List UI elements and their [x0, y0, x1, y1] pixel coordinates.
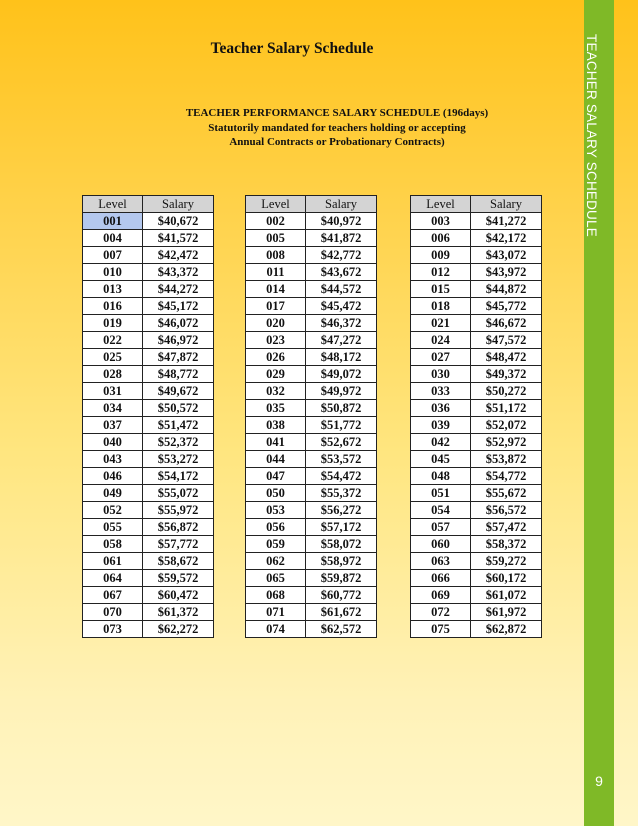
table-row — [411, 383, 542, 400]
salary-cell[interactable]: $56,572 — [471, 502, 542, 519]
level-cell[interactable]: 034 — [83, 400, 143, 417]
level-cell[interactable]: 065 — [246, 570, 306, 587]
level-cell[interactable]: 043 — [83, 451, 143, 468]
level-cell[interactable]: 016 — [83, 298, 143, 315]
level-header: Level — [246, 196, 306, 213]
table-row — [411, 519, 542, 536]
level-cell[interactable]: 042 — [411, 434, 471, 451]
table-row — [246, 536, 377, 553]
table-row — [411, 502, 542, 519]
table-row — [83, 400, 214, 417]
salary-cell[interactable]: $44,572 — [306, 281, 377, 298]
table-row — [246, 417, 377, 434]
level-header: Level — [83, 196, 143, 213]
salary-cell[interactable]: $54,772 — [471, 468, 542, 485]
salary-cell[interactable]: $49,972 — [306, 383, 377, 400]
salary-table-2 — [245, 195, 377, 638]
level-cell[interactable]: 019 — [83, 315, 143, 332]
table-row — [83, 383, 214, 400]
salary-cell[interactable]: $54,172 — [143, 468, 214, 485]
salary-cell[interactable]: $58,672 — [143, 553, 214, 570]
level-cell[interactable]: 069 — [411, 587, 471, 604]
level-cell[interactable]: 067 — [83, 587, 143, 604]
salary-cell[interactable]: $48,772 — [143, 366, 214, 383]
salary-cell[interactable]: $48,172 — [306, 349, 377, 366]
salary-cell[interactable]: $61,072 — [471, 587, 542, 604]
table-row — [411, 604, 542, 621]
level-cell[interactable]: 023 — [246, 332, 306, 349]
salary-cell[interactable]: $55,972 — [143, 502, 214, 519]
level-cell[interactable]: 066 — [411, 570, 471, 587]
level-cell[interactable]: 012 — [411, 264, 471, 281]
level-cell[interactable]: 055 — [83, 519, 143, 536]
table-row — [246, 366, 377, 383]
salary-cell[interactable]: $42,172 — [471, 230, 542, 247]
salary-cell[interactable]: $54,472 — [306, 468, 377, 485]
table-row — [246, 519, 377, 536]
table-row — [83, 298, 214, 315]
table-row — [411, 366, 542, 383]
level-cell[interactable]: 062 — [246, 553, 306, 570]
salary-cell[interactable]: $47,572 — [471, 332, 542, 349]
level-cell[interactable]: 073 — [83, 621, 143, 638]
level-cell[interactable]: 049 — [83, 485, 143, 502]
salary-cell[interactable]: $43,972 — [471, 264, 542, 281]
level-cell[interactable]: 045 — [411, 451, 471, 468]
salary-cell[interactable]: $60,172 — [471, 570, 542, 587]
table-row — [246, 264, 377, 281]
level-cell[interactable]: 075 — [411, 621, 471, 638]
salary-cell[interactable]: $49,372 — [471, 366, 542, 383]
level-cell[interactable]: 051 — [411, 485, 471, 502]
table-row — [246, 502, 377, 519]
level-cell[interactable]: 004 — [83, 230, 143, 247]
salary-cell[interactable]: $46,072 — [143, 315, 214, 332]
table-row — [83, 621, 214, 638]
level-cell[interactable]: 053 — [246, 502, 306, 519]
level-cell[interactable]: 018 — [411, 298, 471, 315]
table-row — [411, 332, 542, 349]
salary-cell[interactable]: $46,372 — [306, 315, 377, 332]
level-cell[interactable]: 059 — [246, 536, 306, 553]
salary-cell[interactable]: $52,972 — [471, 434, 542, 451]
level-cell[interactable]: 074 — [246, 621, 306, 638]
table-row — [246, 570, 377, 587]
salary-cell[interactable]: $51,772 — [306, 417, 377, 434]
salary-header: Salary — [306, 196, 377, 213]
table-row — [83, 332, 214, 349]
salary-cell[interactable]: $60,772 — [306, 587, 377, 604]
table-row — [411, 587, 542, 604]
table-row — [246, 621, 377, 638]
salary-cell[interactable]: $57,472 — [471, 519, 542, 536]
level-cell[interactable]: 014 — [246, 281, 306, 298]
salary-cell[interactable]: $62,272 — [143, 621, 214, 638]
level-cell[interactable]: 071 — [246, 604, 306, 621]
table-row — [246, 604, 377, 621]
table-row — [411, 570, 542, 587]
salary-cell[interactable]: $61,972 — [471, 604, 542, 621]
level-cell[interactable]: 010 — [83, 264, 143, 281]
level-cell[interactable]: 020 — [246, 315, 306, 332]
page-title: Teacher Salary Schedule — [210, 40, 374, 57]
table-row — [246, 553, 377, 570]
table-row — [246, 587, 377, 604]
level-cell[interactable]: 030 — [411, 366, 471, 383]
level-cell[interactable]: 026 — [246, 349, 306, 366]
salary-cell[interactable]: $40,972 — [306, 213, 377, 230]
table-row — [83, 553, 214, 570]
salary-cell[interactable]: $42,772 — [306, 247, 377, 264]
level-cell[interactable]: 068 — [246, 587, 306, 604]
salary-cell[interactable]: $46,972 — [143, 332, 214, 349]
level-cell[interactable]: 061 — [83, 553, 143, 570]
level-cell[interactable]: 021 — [411, 315, 471, 332]
level-cell[interactable]: 002 — [246, 213, 306, 230]
level-cell[interactable]: 052 — [83, 502, 143, 519]
table-row — [246, 349, 377, 366]
table-row — [83, 570, 214, 587]
level-cell[interactable]: 027 — [411, 349, 471, 366]
table-row — [246, 281, 377, 298]
level-cell[interactable]: 054 — [411, 502, 471, 519]
table-row — [411, 349, 542, 366]
salary-cell[interactable]: $46,672 — [471, 315, 542, 332]
schedule-note-line1: Statutorily mandated for teachers holding or accepting — [208, 122, 466, 134]
table-row — [246, 468, 377, 485]
salary-cell[interactable]: $45,472 — [306, 298, 377, 315]
level-cell[interactable]: 048 — [411, 468, 471, 485]
level-cell[interactable]: 046 — [83, 468, 143, 485]
level-cell[interactable]: 009 — [411, 247, 471, 264]
level-cell[interactable]: 038 — [246, 417, 306, 434]
level-cell[interactable]: 044 — [246, 451, 306, 468]
table-row — [411, 468, 542, 485]
salary-cell[interactable]: $47,272 — [306, 332, 377, 349]
salary-cell[interactable]: $50,872 — [306, 400, 377, 417]
table-row — [411, 451, 542, 468]
table-row — [246, 247, 377, 264]
level-cell[interactable]: 060 — [411, 536, 471, 553]
level-cell[interactable]: 063 — [411, 553, 471, 570]
level-cell[interactable]: 003 — [411, 213, 471, 230]
table-row — [246, 213, 377, 230]
salary-cell[interactable]: $43,372 — [143, 264, 214, 281]
level-cell[interactable]: 057 — [411, 519, 471, 536]
table-row — [411, 434, 542, 451]
table-row — [83, 536, 214, 553]
table-row — [411, 315, 542, 332]
table-row — [411, 621, 542, 638]
table-row — [83, 247, 214, 264]
table-row — [83, 587, 214, 604]
salary-cell[interactable]: $44,872 — [471, 281, 542, 298]
table-row — [411, 298, 542, 315]
table-row — [246, 434, 377, 451]
table-row — [83, 230, 214, 247]
table-row — [246, 451, 377, 468]
salary-cell[interactable]: $53,572 — [306, 451, 377, 468]
level-cell[interactable]: 008 — [246, 247, 306, 264]
table-row — [246, 400, 377, 417]
side-label: TEACHER SALARY SCHEDULE — [584, 34, 599, 237]
salary-cell[interactable]: $50,272 — [471, 383, 542, 400]
level-cell[interactable]: 041 — [246, 434, 306, 451]
salary-cell[interactable]: $55,072 — [143, 485, 214, 502]
level-cell[interactable]: 017 — [246, 298, 306, 315]
table-row — [83, 485, 214, 502]
level-cell[interactable]: 039 — [411, 417, 471, 434]
table-row — [83, 264, 214, 281]
salary-cell[interactable]: $51,472 — [143, 417, 214, 434]
table-row — [246, 332, 377, 349]
salary-cell[interactable]: $44,272 — [143, 281, 214, 298]
salary-cell[interactable]: $59,872 — [306, 570, 377, 587]
level-cell[interactable]: 022 — [83, 332, 143, 349]
level-cell[interactable]: 011 — [246, 264, 306, 281]
level-cell[interactable]: 029 — [246, 366, 306, 383]
level-cell[interactable]: 047 — [246, 468, 306, 485]
salary-cell[interactable]: $52,672 — [306, 434, 377, 451]
level-cell[interactable]: 050 — [246, 485, 306, 502]
table-row — [246, 298, 377, 315]
level-cell[interactable]: 013 — [83, 281, 143, 298]
schedule-note-line2: Annual Contracts or Probationary Contracts) — [229, 136, 445, 148]
salary-cell[interactable]: $58,972 — [306, 553, 377, 570]
table-row — [411, 536, 542, 553]
level-cell[interactable]: 035 — [246, 400, 306, 417]
schedule-title: TEACHER PERFORMANCE SALARY SCHEDULE (196days) — [185, 107, 489, 119]
table-row — [83, 281, 214, 298]
level-cell[interactable]: 028 — [83, 366, 143, 383]
table-row — [83, 417, 214, 434]
level-cell[interactable]: 056 — [246, 519, 306, 536]
level-cell[interactable]: 072 — [411, 604, 471, 621]
salary-cell[interactable]: $58,072 — [306, 536, 377, 553]
level-cell[interactable]: 015 — [411, 281, 471, 298]
table-row — [83, 434, 214, 451]
salary-header: Salary — [143, 196, 214, 213]
salary-cell[interactable]: $62,872 — [471, 621, 542, 638]
salary-cell[interactable]: $45,172 — [143, 298, 214, 315]
salary-cell[interactable]: $41,572 — [143, 230, 214, 247]
table-row — [411, 553, 542, 570]
salary-cell[interactable]: $41,872 — [306, 230, 377, 247]
table-row — [83, 519, 214, 536]
salary-cell[interactable]: $41,272 — [471, 213, 542, 230]
salary-cell[interactable]: $56,272 — [306, 502, 377, 519]
salary-cell[interactable]: $43,072 — [471, 247, 542, 264]
table-row — [83, 366, 214, 383]
table-row — [411, 213, 542, 230]
salary-cell[interactable]: $51,172 — [471, 400, 542, 417]
table-row — [246, 315, 377, 332]
table-row — [411, 400, 542, 417]
table-row — [411, 230, 542, 247]
salary-cell[interactable]: $40,672 — [143, 213, 214, 230]
salary-cell[interactable]: $55,672 — [471, 485, 542, 502]
level-cell[interactable]: 025 — [83, 349, 143, 366]
salary-cell[interactable]: $57,772 — [143, 536, 214, 553]
salary-cell[interactable]: $59,272 — [471, 553, 542, 570]
salary-cell[interactable]: $61,372 — [143, 604, 214, 621]
level-cell[interactable]: 058 — [83, 536, 143, 553]
salary-cell[interactable]: $48,472 — [471, 349, 542, 366]
level-cell[interactable]: 031 — [83, 383, 143, 400]
salary-cell[interactable]: $57,172 — [306, 519, 377, 536]
table-row — [411, 417, 542, 434]
level-cell[interactable]: 032 — [246, 383, 306, 400]
salary-cell[interactable]: $60,472 — [143, 587, 214, 604]
salary-cell[interactable]: $49,672 — [143, 383, 214, 400]
level-cell[interactable]: 033 — [411, 383, 471, 400]
salary-cell[interactable]: $53,272 — [143, 451, 214, 468]
table-row — [246, 383, 377, 400]
level-cell[interactable]: 005 — [246, 230, 306, 247]
table-row — [83, 315, 214, 332]
salary-cell[interactable]: $58,372 — [471, 536, 542, 553]
level-cell[interactable]: 040 — [83, 434, 143, 451]
table-row — [83, 502, 214, 519]
table-row — [411, 485, 542, 502]
salary-cell[interactable]: $61,672 — [306, 604, 377, 621]
level-cell[interactable]: 070 — [83, 604, 143, 621]
table-row — [246, 485, 377, 502]
table-row — [411, 247, 542, 264]
salary-cell[interactable]: $50,572 — [143, 400, 214, 417]
salary-cell[interactable]: $55,372 — [306, 485, 377, 502]
level-cell[interactable]: 037 — [83, 417, 143, 434]
salary-cell[interactable]: $52,072 — [471, 417, 542, 434]
salary-cell[interactable]: $43,672 — [306, 264, 377, 281]
salary-cell[interactable]: $52,372 — [143, 434, 214, 451]
table-row — [83, 604, 214, 621]
table-row — [411, 264, 542, 281]
table-row — [83, 451, 214, 468]
salary-cell[interactable]: $45,772 — [471, 298, 542, 315]
table-row — [246, 230, 377, 247]
salary-cell[interactable]: $42,472 — [143, 247, 214, 264]
table-row — [83, 349, 214, 366]
level-cell[interactable]: 007 — [83, 247, 143, 264]
salary-cell[interactable]: $56,872 — [143, 519, 214, 536]
table-row — [411, 281, 542, 298]
salary-cell[interactable]: $59,572 — [143, 570, 214, 587]
level-cell[interactable]: 036 — [411, 400, 471, 417]
level-cell[interactable]: 001 — [83, 213, 143, 230]
table-row — [83, 213, 214, 230]
table-row — [83, 468, 214, 485]
page-number: 9 — [595, 773, 603, 789]
level-cell[interactable]: 064 — [83, 570, 143, 587]
salary-cell[interactable]: $49,072 — [306, 366, 377, 383]
salary-header: Salary — [471, 196, 542, 213]
level-header: Level — [411, 196, 471, 213]
level-cell[interactable]: 006 — [411, 230, 471, 247]
salary-cell[interactable]: $53,872 — [471, 451, 542, 468]
salary-table-1 — [82, 195, 214, 638]
level-cell[interactable]: 024 — [411, 332, 471, 349]
salary-table-3 — [410, 195, 542, 638]
salary-cell[interactable]: $47,872 — [143, 349, 214, 366]
salary-cell[interactable]: $62,572 — [306, 621, 377, 638]
